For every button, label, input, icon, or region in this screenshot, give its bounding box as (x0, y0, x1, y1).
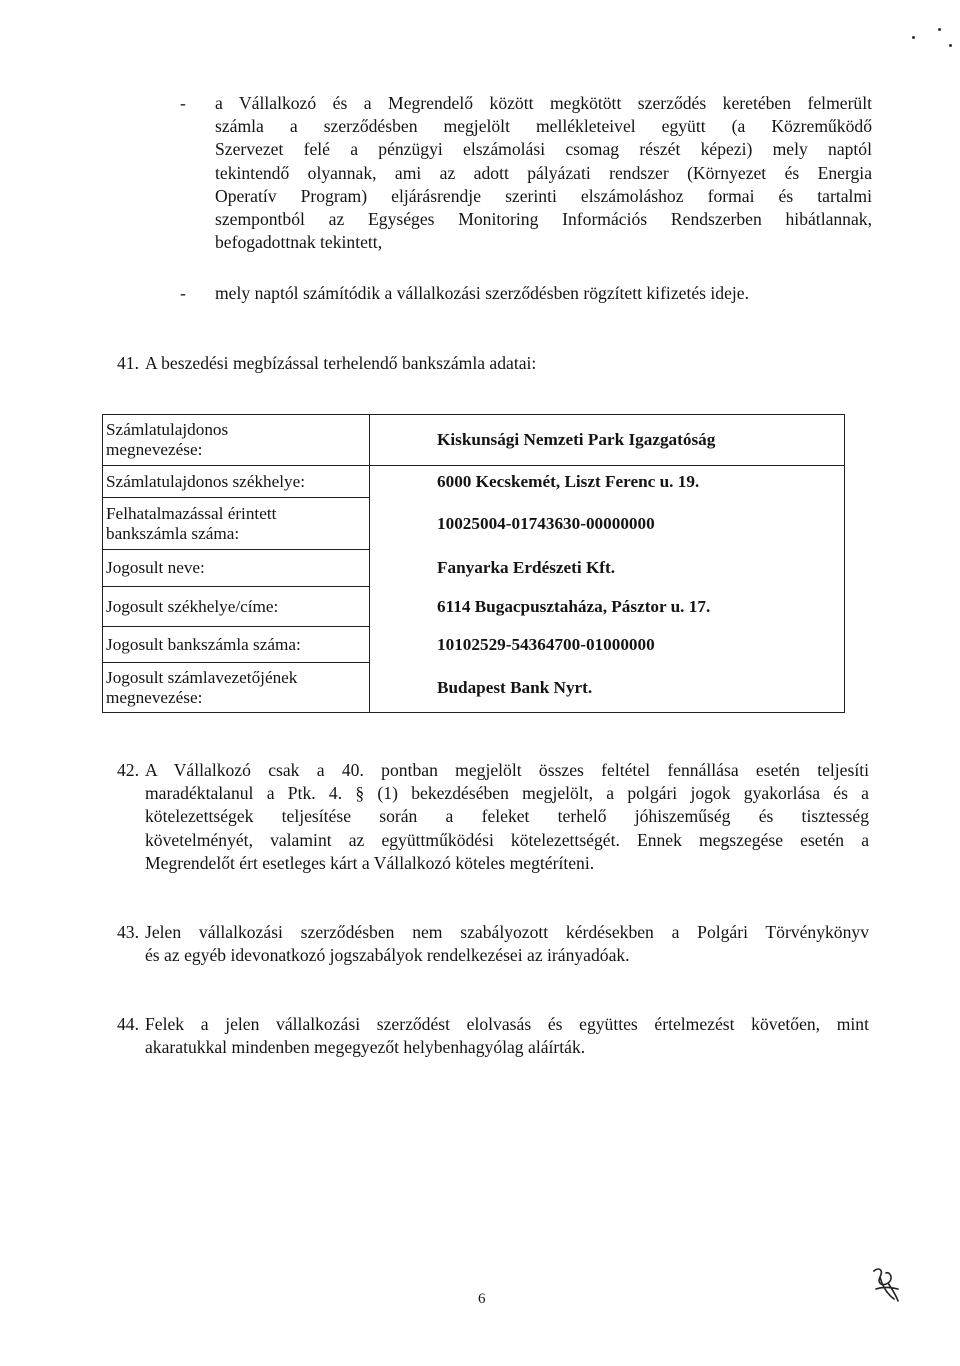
bullet-item (180, 92, 872, 254)
table-row (103, 627, 845, 663)
item-text: A Vállalkozó csak a 40. pontban megjelölt összes feltétel fennállása esetén teljesíti maradéktalanul a Ptk. 4. § (1) bekezdésében megjelölt, a polgári jogok gyakorlása és a kötelezettségek teljesítése során a feleket terhelő jóhiszeműség és tisztesség követelményét, valamint az együttműködési kötelezettségét. Ennek megszegése esetén a Megrendelőt ért esetleges kárt a Vállalkozó köteles megtéríteni. (145, 760, 869, 873)
field-value: 10102529-54364700-01000000 (370, 627, 845, 663)
scan-speck (949, 44, 952, 47)
field-value: 6000 Kecskemét, Liszt Ferenc u. 19. (370, 466, 845, 498)
table-row (103, 550, 845, 587)
page-number: 6 (478, 1291, 486, 1307)
section-41-heading (117, 352, 536, 375)
numbered-item (117, 759, 869, 875)
field-value: 6114 Bugacpusztaháza, Pásztor u. 17. (370, 587, 845, 627)
field-value: 10025004-01743630-00000000 (370, 498, 845, 550)
item-number: 43. (117, 922, 139, 942)
numbered-item (117, 921, 869, 967)
bullet-dash: - (180, 93, 186, 113)
item-text: Jelen vállalkozási szerződésben nem szabályozott kérdésekben a Polgári Törvénykönyv és az egyéb idevonatkozó jogszabályok rendelkezései az irányadóak. (145, 922, 869, 966)
table-row (103, 663, 845, 713)
bullet-text: a Vállalkozó és a Megrendelő között megkötött szerződés keretében felmerült számla a szerződésben megjelölt mellékleteivel együtt (a Közreműködő Szervezet felé a pénzügyi elszámolási csomag részét képezi) mely naptól tekintendő olyannak, ami az adott pályázati rendszer (Környezet és Energia Operatív Program) eljárásrendje szerinti elszámoláshoz formai és tartalmi szempontból az Egységes Monitoring Információs Rendszerben hibátlannak, befogadottnak tekintett, (215, 93, 872, 253)
field-label: Számlatulajdonos megnevezése: (103, 415, 370, 466)
bullet-item (180, 282, 872, 305)
field-label: Jogosult bankszámla száma: (103, 627, 370, 663)
bullet-dash: - (180, 283, 186, 303)
field-label: Jogosult számlavezetőjének megnevezése: (103, 663, 370, 713)
field-label: Számlatulajdonos székhelye: (103, 466, 370, 498)
item-number: 42. (117, 760, 139, 780)
section-title: A beszedési megbízással terhelendő bankszámla adatai: (145, 353, 537, 373)
field-label: Jogosult neve: (103, 550, 370, 587)
signature-icon (868, 1265, 904, 1305)
section-number: 41. (117, 353, 139, 373)
bullet-text: mely naptól számítódik a vállalkozási szerződésben rögzített kifizetés ideje. (215, 283, 749, 303)
table-row (103, 415, 845, 466)
item-text: Felek a jelen vállalkozási szerződést elolvasás és együttes értelmezést követően, mint akaratukkal mindenben megegyezőt helybenhagyólag aláírták. (145, 1014, 869, 1058)
scan-speck (912, 36, 915, 39)
numbered-item (117, 1013, 869, 1059)
bank-account-table (102, 414, 845, 713)
field-label: Felhatalmazással érintett bankszámla száma: (103, 498, 370, 550)
field-value: Fanyarka Erdészeti Kft. (370, 550, 845, 587)
item-number: 44. (117, 1014, 139, 1034)
scan-speck (938, 28, 941, 31)
field-label: Jogosult székhelye/címe: (103, 587, 370, 627)
table-row (103, 498, 845, 550)
table-row (103, 466, 845, 498)
field-value: Kiskunsági Nemzeti Park Igazgatóság (370, 415, 845, 466)
table-row (103, 587, 845, 627)
field-value: Budapest Bank Nyrt. (370, 663, 845, 713)
